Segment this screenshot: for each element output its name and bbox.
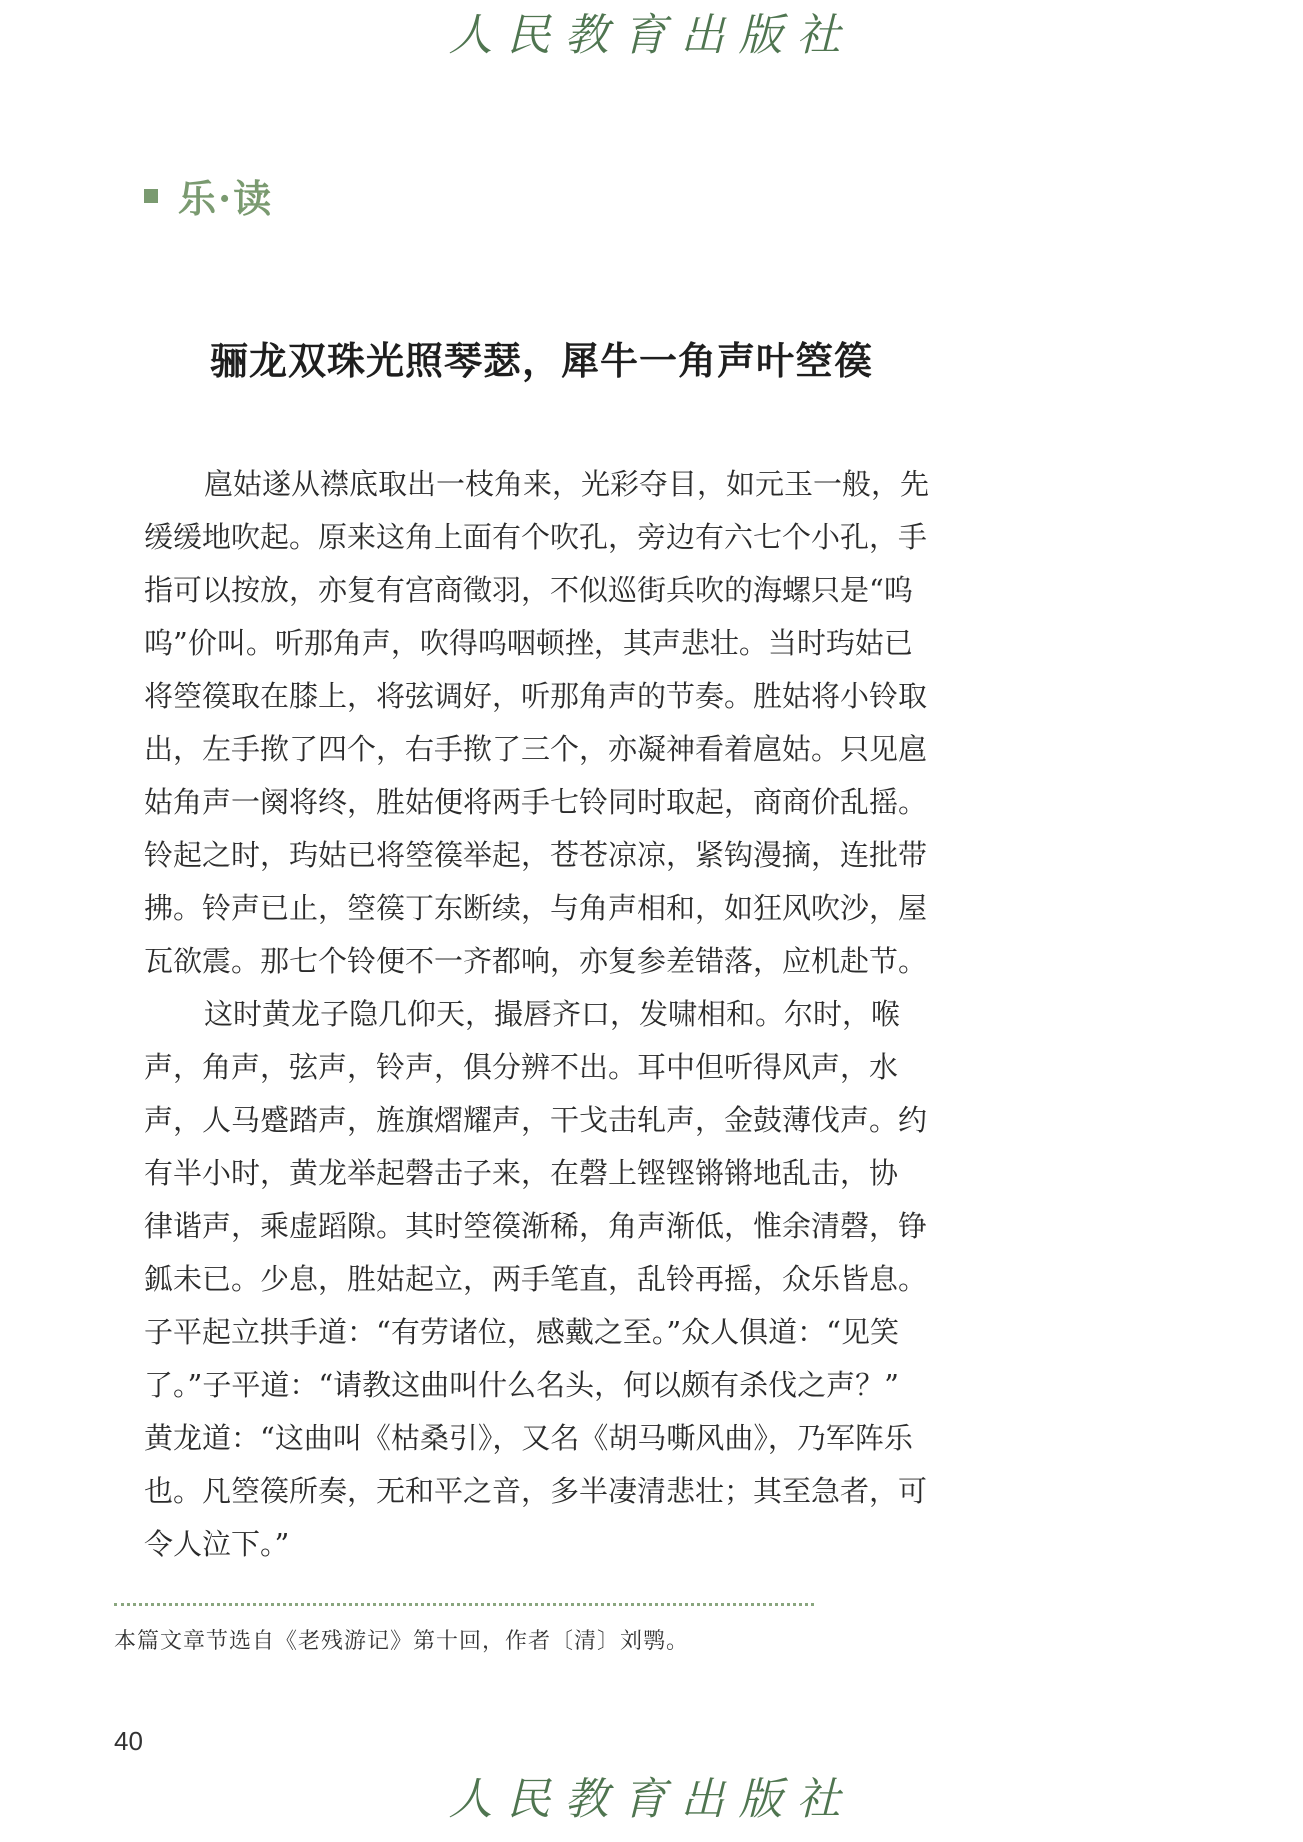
body-line: 了。”子平道：“请教这曲叫什么名头，何以颇有杀伐之声？” — [144, 1368, 899, 1402]
body-line: 黄龙道：“这曲叫《枯桑引》，又名《胡马嘶风曲》，乃军阵乐 — [144, 1421, 913, 1455]
section-marker-square-icon — [144, 189, 158, 203]
body-line: 子平起立拱手道：“有劳诸位，感戴之至。”众人俱道：“见笑 — [144, 1315, 899, 1349]
body-line: 缓缓地吹起。原来这角上面有个吹孔，旁边有六七个小孔，手 — [144, 520, 928, 554]
section-header — [144, 168, 273, 223]
body-line: 律谐声，乘虚蹈隙。其时箜篌渐稀，角声渐低，惟余清磬，铮 — [144, 1209, 928, 1243]
publisher-logo-top: 人民教育出版社 — [448, 10, 855, 61]
body-line: 有半小时，黄龙举起磬击子来，在磬上铿铿锵锵地乱击，协 — [144, 1156, 899, 1190]
body-line: 将箜篌取在膝上，将弦调好，听那角声的节奏。胜姑将小铃取 — [144, 679, 928, 713]
footnote-divider — [114, 1603, 814, 1606]
body-line: 这时黄龙子隐几仰天，撮唇齐口，发啸相和。尔时，喉 — [204, 997, 901, 1031]
body-line: 出，左手揿了四个，右手揿了三个，亦凝神看着扈姑。只见扈 — [144, 732, 928, 766]
body-line: 拂。铃声已止，箜篌丁东断续，与角声相和，如狂风吹沙，屋 — [144, 891, 928, 925]
body-line: 声，人马蹙踏声，旌旗熠耀声，干戈击轧声，金鼓薄伐声。约 — [144, 1103, 928, 1137]
section-title: 乐·读 — [178, 176, 274, 221]
body-line: 声，角声，弦声，铃声，俱分辨不出。耳中但听得风声，水 — [144, 1050, 899, 1084]
body-line: 姑角声一阕将终，胜姑便将两手七铃同时取起，商商价乱摇。 — [144, 785, 928, 819]
publisher-logo-bottom: 人民教育出版社 — [448, 1774, 855, 1825]
body-line: 指可以按放，亦复有宫商徵羽，不似巡街兵吹的海螺只是“呜 — [144, 573, 913, 607]
body-line: 扈姑遂从襟底取出一枝角来，光彩夺目，如元玉一般，先 — [204, 467, 930, 501]
body-line: 令人泣下。” — [144, 1527, 290, 1561]
article-body — [144, 458, 964, 1571]
source-note: 本篇文章节选自《老残游记》第十回，作者〔清〕刘鹗。 — [114, 1629, 690, 1654]
page-number: 40 — [114, 1726, 143, 1756]
body-line: 也。凡箜篌所奏，无和平之音，多半凄清悲壮；其至急者，可 — [144, 1474, 928, 1508]
body-line: 瓦欲震。那七个铃便不一齐都响，亦复参差错落，应机赴节。 — [144, 944, 928, 978]
body-line: 铃起之时，玙姑已将箜篌举起，苍苍凉凉，紧钩漫摘，连批带 — [144, 838, 928, 872]
article-title: 骊龙双珠光照琴瑟，犀牛一角声叶箜篌 — [210, 339, 874, 383]
body-line: 鈲未已。少息，胜姑起立，两手笔直，乱铃再摇，众乐皆息。 — [144, 1262, 928, 1296]
body-line: 呜”价叫。听那角声，吹得呜咽顿挫，其声悲壮。当时玙姑已 — [144, 626, 913, 660]
